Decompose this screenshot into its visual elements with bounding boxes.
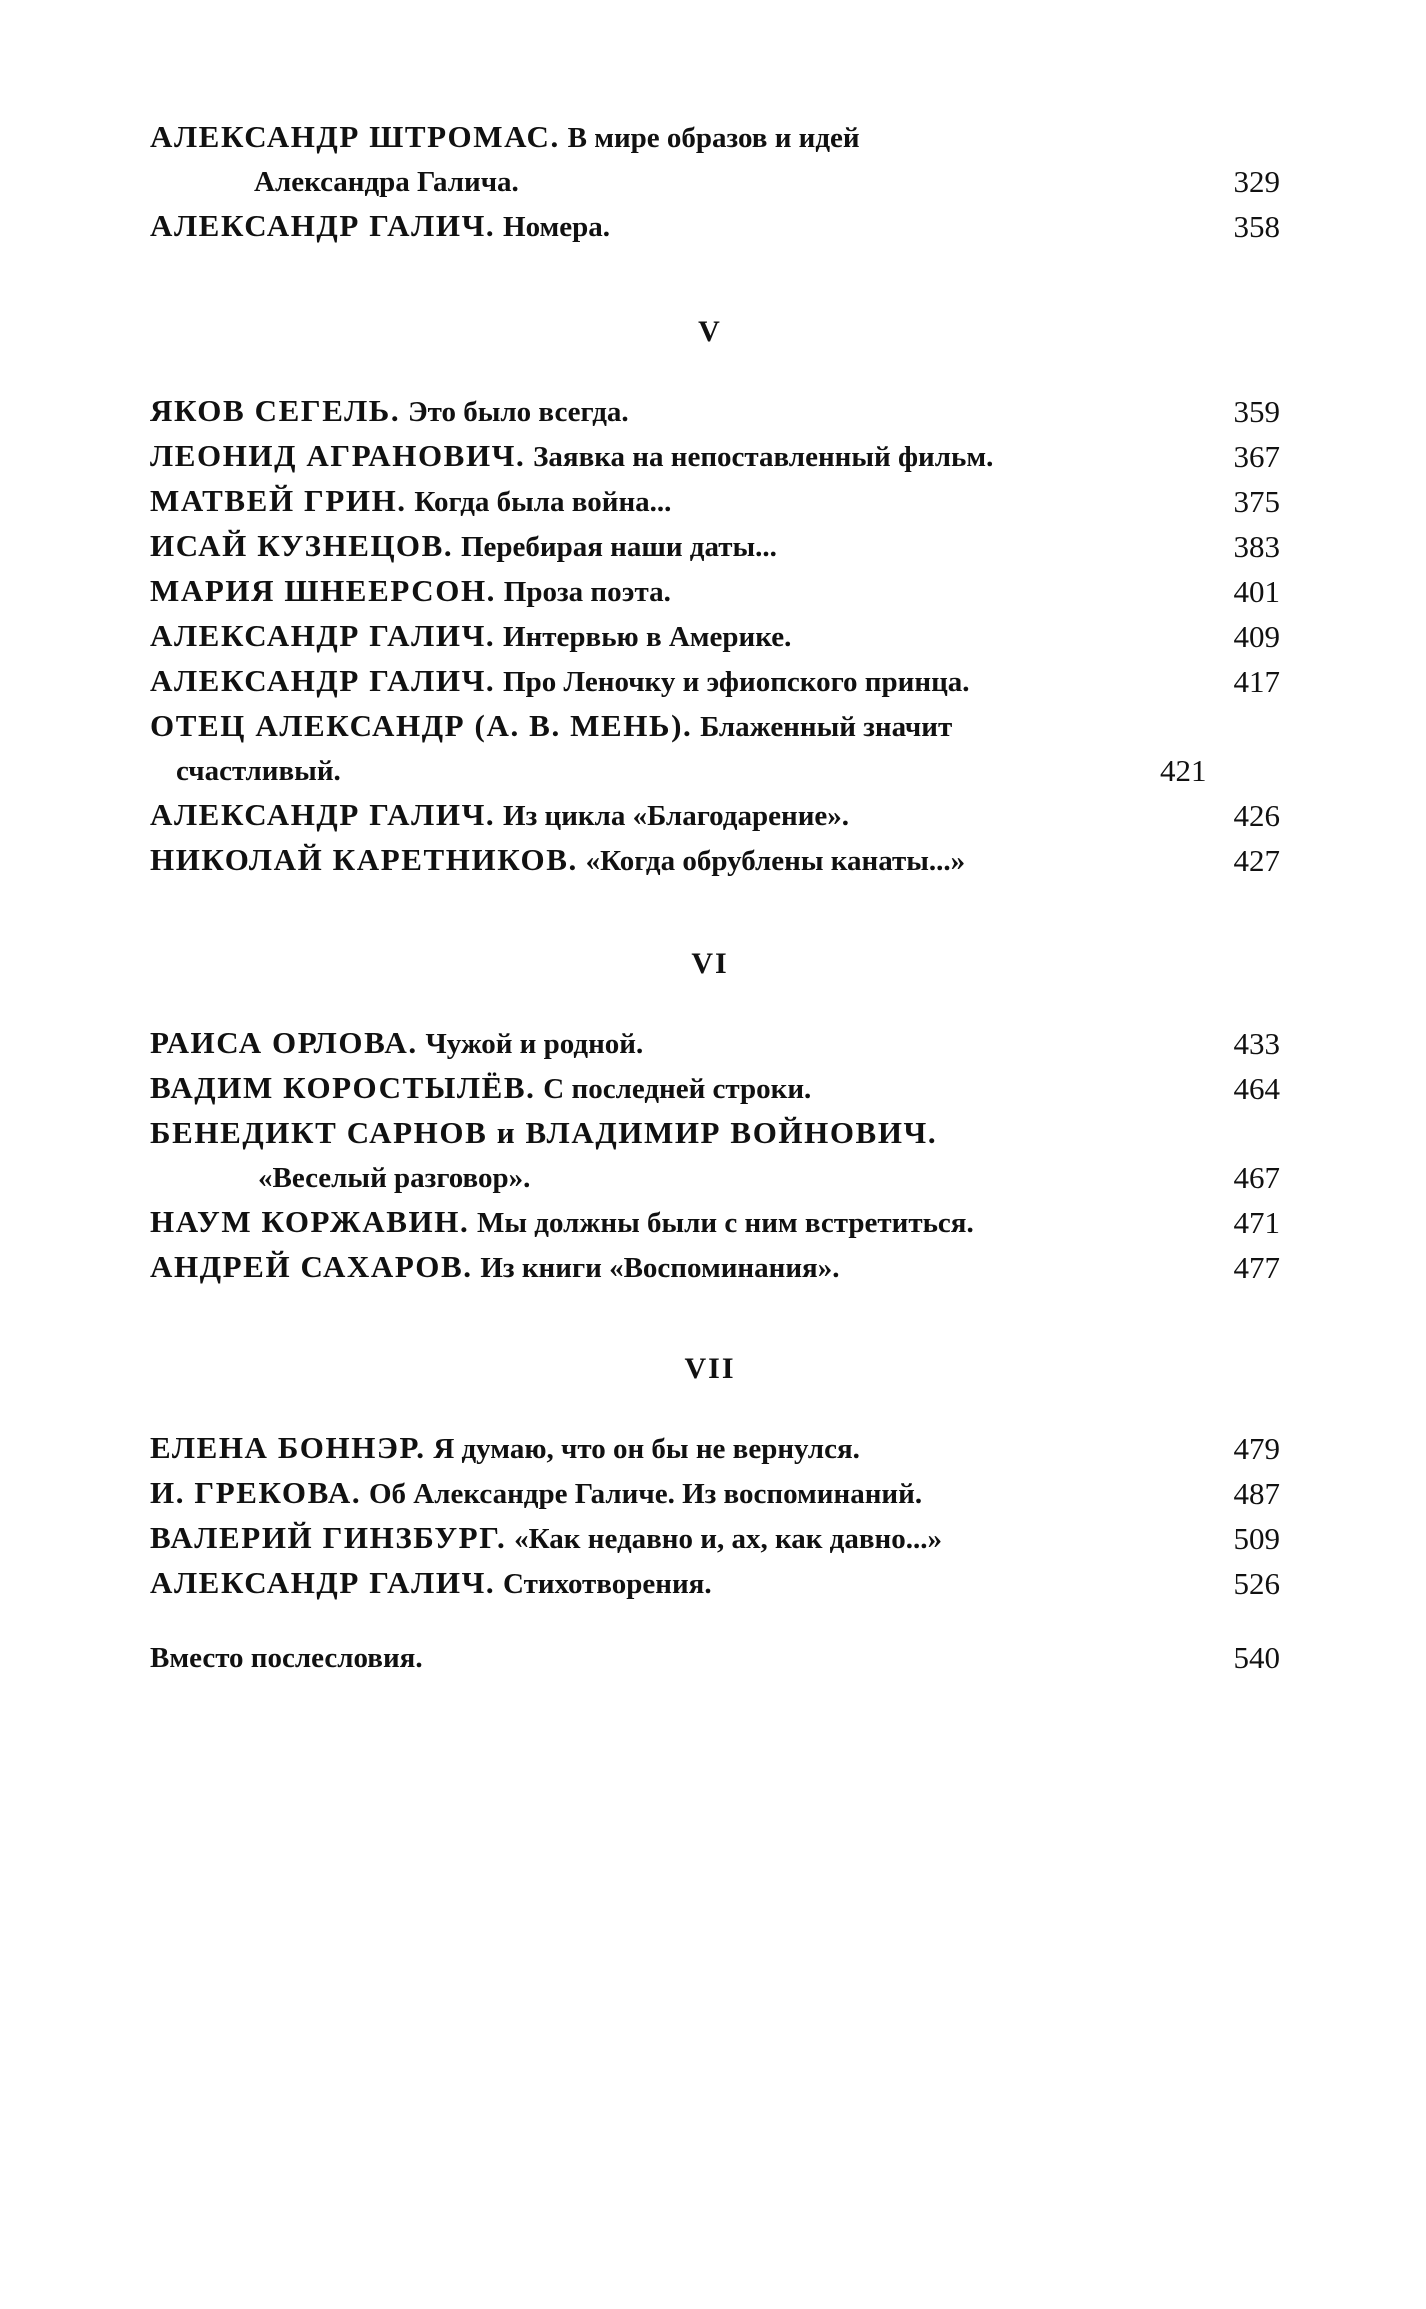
toc-entry — [150, 704, 1280, 793]
toc-entry-author: МАТВЕЙ ГРИН. — [150, 483, 407, 518]
toc-entry-author: АЛЕКСАНДР ГАЛИЧ. — [150, 208, 496, 243]
toc-entry-title: Я думаю, что он бы не вернулся. — [433, 1433, 860, 1465]
toc-entry-author: И. ГРЕКОВА. — [150, 1475, 362, 1510]
toc-entry-author: ЕЛЕНА БОННЭР. — [150, 1430, 426, 1465]
toc-entry-page: 367 — [1233, 439, 1280, 474]
toc-entry — [150, 1516, 1280, 1561]
toc-entry-author: МАРИЯ ШНЕЕРСОН. — [150, 573, 497, 608]
toc-entry-author: РАИСА ОРЛОВА. — [150, 1025, 418, 1060]
toc-entry-title: «Когда обрублены канаты...» — [585, 845, 966, 877]
toc-entry-title: Интервью в Америке. — [503, 621, 792, 653]
toc-entry-title: Перебирая наши даты... — [460, 531, 777, 563]
toc-entry-title: Мы должны были с ним встретиться. — [477, 1207, 974, 1239]
toc-entry — [150, 1426, 1280, 1471]
toc-entry-page: 401 — [1233, 574, 1280, 609]
toc-entry-page: 471 — [1233, 1205, 1280, 1240]
toc-entry-title: Проза поэта. — [503, 576, 671, 608]
section-heading: V — [698, 315, 722, 348]
toc-entry-page: 358 — [1233, 209, 1280, 244]
toc-entry-author: ИСАЙ КУЗНЕЦОВ. — [150, 528, 454, 563]
toc-entry — [150, 614, 1280, 659]
toc-entry-page: 375 — [1233, 484, 1280, 519]
toc-entry-page: 427 — [1233, 843, 1280, 878]
toc-entry-author: АЛЕКСАНДР ШТРОМАС. — [150, 119, 560, 154]
toc-entry-title: Вместо послесловия. — [150, 1642, 423, 1674]
section-heading: VII — [684, 1352, 736, 1385]
toc-entry-author: ВАДИМ КОРОСТЫЛЁВ. — [150, 1070, 536, 1105]
toc-entry — [150, 115, 1280, 204]
toc-entry-author: АЛЕКСАНДР ГАЛИЧ. — [150, 1565, 496, 1600]
toc-entry — [150, 793, 1280, 838]
toc-entry — [150, 1561, 1280, 1606]
toc-entry-title-continuation: Александра Галича. — [254, 166, 519, 198]
toc-entry-title: Чужой и родной. — [425, 1028, 644, 1060]
toc-entry-title: С последней строки. — [543, 1073, 812, 1105]
toc-entry-title: Номера. — [503, 211, 611, 243]
toc-entry-page: 426 — [1233, 798, 1280, 833]
toc-entry — [150, 569, 1280, 614]
toc-entry-author: ВАЛЕРИЙ ГИНЗБУРГ. — [150, 1520, 507, 1555]
toc-entry-author: АНДРЕЙ САХАРОВ. — [150, 1249, 473, 1284]
toc-entry — [150, 838, 1280, 883]
toc-entry — [150, 1111, 1280, 1200]
toc-entry-page: 417 — [1233, 664, 1280, 699]
toc-entry-author: ЯКОВ СЕГЕЛЬ. — [150, 393, 401, 428]
toc-entry — [150, 1245, 1280, 1290]
toc-entry-author: ЛЕОНИД АГРАНОВИЧ. — [150, 438, 526, 473]
toc-entry-title: Из книги «Воспоминания». — [480, 1252, 840, 1284]
toc-entry-page: 464 — [1233, 1071, 1280, 1106]
toc-entry-page: 421 — [1160, 753, 1207, 788]
toc-entry-title: В мире образов и идей — [567, 122, 860, 154]
toc-entry-page: 409 — [1233, 619, 1280, 654]
toc-entry-page: 487 — [1233, 1476, 1280, 1511]
toc-entry — [150, 479, 1280, 524]
toc-entry-page: 509 — [1233, 1521, 1280, 1556]
toc-entry-title: «Как недавно и, ах, как давно...» — [514, 1523, 942, 1555]
toc-entry-page: 433 — [1233, 1026, 1280, 1061]
toc-entry — [150, 204, 1280, 249]
toc-entry-page: 329 — [1233, 164, 1280, 199]
toc-entry-author: НИКОЛАЙ КАРЕТНИКОВ. — [150, 842, 578, 877]
toc-entry-page: 540 — [1233, 1640, 1280, 1675]
toc-entry-page: 359 — [1233, 394, 1280, 429]
toc-entry-title: Это было всегда. — [407, 396, 629, 428]
toc-entry-page: 526 — [1233, 1566, 1280, 1601]
toc-entry — [150, 524, 1280, 569]
toc-entry-author: АЛЕКСАНДР ГАЛИЧ. — [150, 663, 496, 698]
toc-entry-title: Стихотворения. — [503, 1568, 712, 1600]
toc-entry-title: Когда была война... — [414, 486, 672, 518]
toc-entry — [150, 1471, 1280, 1516]
toc-entry-title: Про Леночку и эфиопского принца. — [503, 666, 970, 698]
toc-entry-page: 383 — [1233, 529, 1280, 564]
toc-entry-title: Из цикла «Благодарение». — [503, 800, 850, 832]
toc-entry-title-continuation: «Веселый разговор». — [258, 1162, 531, 1194]
toc-entry-author: АЛЕКСАНДР ГАЛИЧ. — [150, 618, 496, 653]
toc-entry — [150, 1200, 1280, 1245]
section-heading: VI — [691, 947, 729, 980]
toc-entry-author: БЕНЕДИКТ САРНОВ и ВЛАДИМИР ВОЙНОВИЧ. — [150, 1115, 938, 1150]
toc-entry-page: 467 — [1233, 1160, 1280, 1195]
toc-entry-title: Об Александре Галиче. Из воспоминаний. — [368, 1478, 923, 1510]
toc-entry — [150, 434, 1280, 479]
toc-entry-closing — [150, 1636, 1280, 1680]
toc-entry — [150, 659, 1280, 704]
toc-entry-author: ОТЕЦ АЛЕКСАНДР (А. В. МЕНЬ). — [150, 708, 693, 743]
toc-entry-author: АЛЕКСАНДР ГАЛИЧ. — [150, 797, 496, 832]
toc-entry — [150, 1066, 1280, 1111]
toc-entry-page: 477 — [1233, 1250, 1280, 1285]
toc-entry-title: Блаженный значит — [700, 711, 953, 743]
toc-entry — [150, 1021, 1280, 1066]
table-of-contents — [150, 115, 1280, 1680]
toc-entry — [150, 389, 1280, 434]
toc-entry-author: НАУМ КОРЖАВИН. — [150, 1204, 470, 1239]
toc-entry-title: Заявка на непоставленный фильм. — [533, 441, 994, 473]
toc-entry-title-continuation: счастливый. — [176, 755, 341, 787]
toc-entry-page: 479 — [1233, 1431, 1280, 1466]
